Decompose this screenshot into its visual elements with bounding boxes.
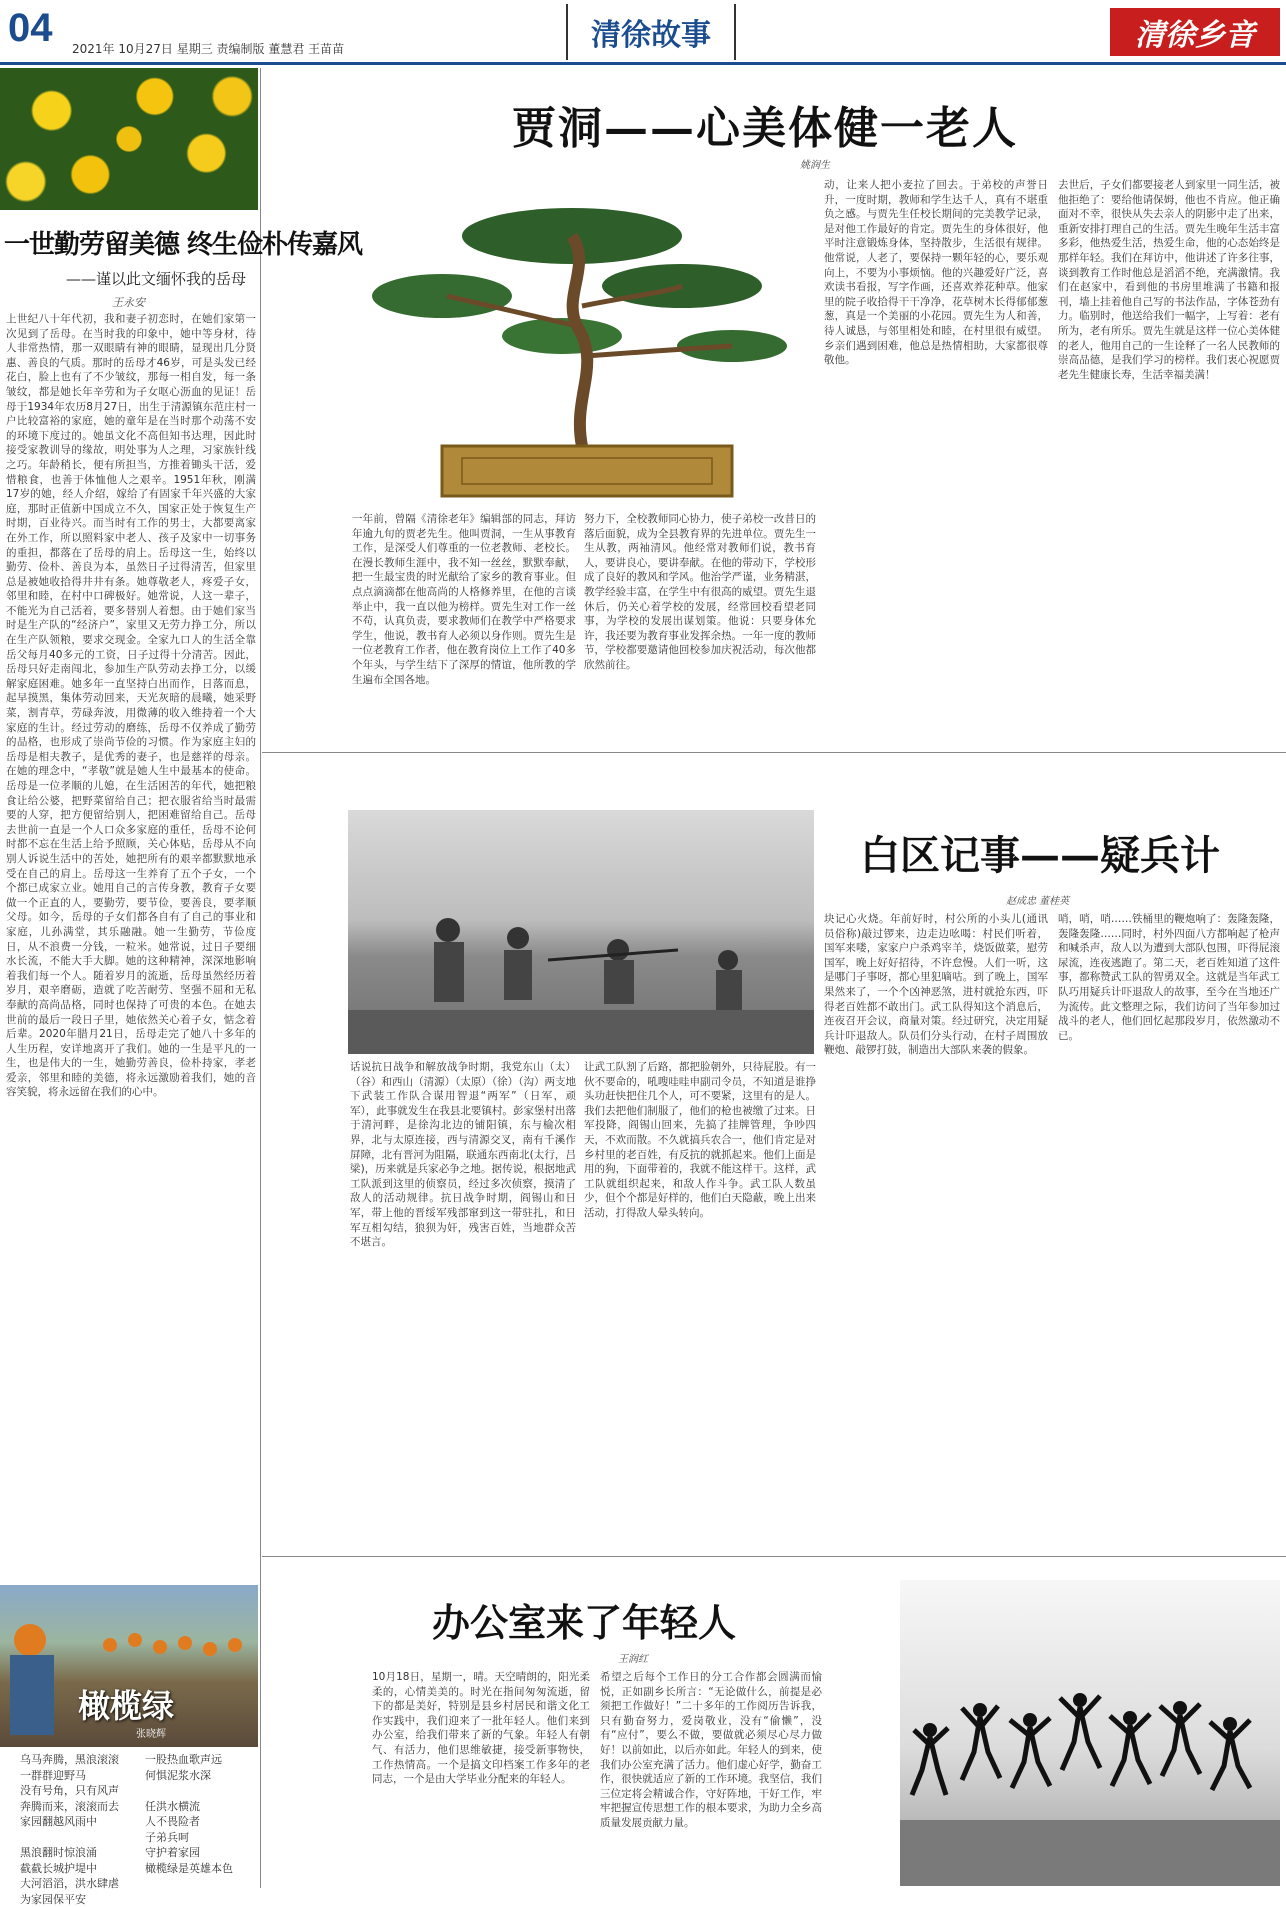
jia-article-author: 姚润生: [800, 160, 830, 171]
jia-article-body-3: 动，让来人把小麦拉了回去。于弟校的声誉日升，一度时期，教师和学生达千人，真有不堪重负之感。与贾先生任校长期间的完美教学记录，是对他工作最好的肯定。贾先生的身体很好，他平时注意锻炼身体，坚持散步，生活很有规律。他常说，人老了，要保持一颗年轻的心，要乐观向上，不要为小事烦恼。他的兴趣爱好广泛，喜欢读书看报，写字作画，还喜欢养花种草。他家里的院子收拾得干干净净，花草树木长得郁郁葱葱，真是一个美丽的小花园。贾先生为人和善，待人诚恳，与邻里相处和睦，在村里很有威望。乡亲们遇到困难，他总是热情相助，大家都很尊敬他。: [824, 179, 1048, 367]
office-article-body-2: 希望之后每个工作日的分工合作都会圆满而愉悦，正如副乡长所言：“无论做什么，前提是必须把工作做好！”二十多年的工作阅历告诉我，只有勤奋努力，爱岗敬业，没有“偷懒”，没有“应付”，要么不做，要做就必须尽心尽力做好！以前如此，以后亦如此。年轻人的到来，使我们办公室充满了活力。他们虚心好学，勤奋工作，很快就适应了新的工作环境。我坚信，我们三位定将会精诚合作，守好阵地，干好工作，牢牢把握宣传思想工作的根本要求，为助力全乡高质量发展贡献力量。: [600, 1671, 822, 1829]
section-rule: [262, 752, 1286, 753]
newspaper-logo: 清徐乡音: [1110, 8, 1280, 56]
section-title: 清徐故事: [566, 4, 736, 60]
poem-column-2: 一股热血歌声远 何惧泥浆水深 任洪水横流 人不畏险者 子弟兵呵 守护着家园 橄榄绿是英雄本色: [145, 1753, 233, 1875]
bonsai-photo: [352, 176, 822, 506]
jia-article-body-2: 努力下，全校教师同心协力，使子弟校一改昔日的落后面貌，成为全县教育界的先进单位。贾先生一生从教，两袖清风。他经常对教师们说，教书育人，要讲良心，要讲奉献。在他的带动下，学校形成了良好的教风和学风。他治学严谨，业务精湛，教学经验丰富，在学生中有很高的威望。贾先生退休后，仍关心着学校的发展，经常回校看望老同事，为学校的发展出谋划策。他说：只要身体允许，我还要为教育事业发挥余热。一年一度的教师节，学校都要邀请他回校参加庆祝活动，每次他都欣然前往。: [584, 513, 816, 671]
jia-article-body-4: 去世后，子女们都要接老人到家里一同生活，被他拒绝了：要给他请保姆，他也不肯应。他正确面对不幸，很快从失去亲人的阴影中走了出来，重新安排打理自己的生活。贾先生晚年生活丰富多彩，他热爱生活，热爱生命，他的心态始终是那样年轻。我们在拜访中，他讲述了许多往事，谈到教育工作时他总是滔滔不绝，充满激情。我们在赵家中，看到他的书房里堆满了书籍和报刊，墙上挂着他自己写的书法作品，字体苍劲有力。临别时，他送给我们一幅字，上写着：老有所为，老有所乐。贾先生就是这样一位心美体健的老人，他用自己的一生诠释了一名人民教师的崇高品德，是我们学习的榜样。我们衷心祝愿贾老先生健康长寿，生活幸福美满！: [1058, 179, 1280, 381]
soldiers-photo: [348, 810, 814, 1054]
poem-title: 橄榄绿: [78, 1687, 175, 1725]
poem-column-1: 乌马奔腾，黑浪滚滚 一群群迎野马 没有号角，只有风声 奔腾而来，滚滚而去 家园翻越风雨中 黑浪翻时惊浪涌 截截长城护堤中 大河滔滔，洪水肆虐 为家园保平安: [20, 1753, 119, 1906]
office-article-title: 办公室来了年轻人: [432, 1600, 737, 1645]
left-article-title: 一世勤劳留美德 终生俭朴传嘉风: [4, 230, 363, 260]
left-article-body: 上世纪八十年代初，我和妻子初恋时，在她们家第一次见到了岳母。在当时我的印象中，她中等身材，待人非常热情，那一双眼睛有神的眼睛，显现出几分贤惠、善良的气质。那时的岳母才46岁，可是头发已经花白，脸上也有了不少皱纹，那每一相自发，每一条皱纹，都是她长年辛劳和为子女呕心沥血的见证！岳母于1934年农历8月27日，出生于清源镇东范庄村一户比较富裕的家庭，她的童年是在当时那个动荡不安的环境下度过的。她虽文化不高但知书达理，因此时接受家教训导的缘故，明处事为人之理，习家族针线之巧。年龄稍长，便有所担当，方推着锄头干活，爱惜粮食，也善于体恤他人之艰辛。1951年秋，刚满17岁的她，经人介绍，嫁给了有固家千年兴盛的大家庭，那时正值新中国成立不久，国家正处于恢复生产时期，百业待兴。而当时有工作的男士，大都要离家在外工作，所以照料家中老人、孩子及家中一切事务的重担，都落在了岳母的肩上。岳母这一生，始终以勤劳、俭朴、善良为本，虽然日子过得清苦，但家里总是被她收拾得井井有条。她尊敬老人，疼爱子女，邻里和睦，在村中口碑极好。她常说，人这一辈子，不能光为自己活着，要多替别人着想。由于她们家当时是生产队的“经济户”，家里又无劳力挣工分，所以在生产队领粮，要求交现金。全家九口人的生活全靠岳父每月40多元的工资，日子过得十分清苦。因此，岳母只好走南闯北，参加生产队劳动去挣工分，以缓解家庭困难。她多年一直坚持白出而作，日落而息，起早摸黑，集体劳动回来，天光灰暗的晨曦，她采野菜，割青草，劳碌奔波，用微薄的收入维持着一个大家庭的生计。经过劳动的磨练，岳母不仅养成了勤劳的品格，也形成了崇尚节俭的习惯。作为家庭主妇的岳母是相夫教子，是优秀的妻子，也是慈祥的母亲。在她的理念中，“孝敬”就是她人生中最基本的使命。岳母是一位孝顺的儿媳，在生活困苦的年代，她把粮食让给公婆，把野菜留给自己；把衣服省给当时最需要的人穿，把方便留给别人，把困难留给自己。岳母去世前一直是一个人口众多家庭的重任，岳母不论何时都不忘在生活上给予照顾，关心体贴，岳母从不向别人诉说生活中的苦处，她把所有的艰辛都默默地承受在自己的肩上。岳母这一生养育了五个子女，一个个都已成家立业。她用自己的言传身教，教育子女要做一个正直的人，要勤劳，要节俭，要善良，要孝顺父母。如今，岳母的子女们都各自有了自己的事业和家庭，儿孙满堂，其乐融融。她一生勤劳，节俭度日，从不浪费一分钱，一粒米。她常说，过日子要细水长流，不能大手大脚。她的这种精神，深深地影响着我们每一个人。随着岁月的流逝，岳母虽然经历着岁月，艰辛磨砺，造就了吃苦耐劳、坚强不屈和无私奉献的高尚品格，同时也保持了可贵的本色。在她去世前的最后一段日子里，她依然关心着子女，惦念着后辈。2020年腊月21日，岳母走完了她八十多年的人生历程，安详地离开了我们。她的一生是平凡的一生，也是伟大的一生，她勤劳善良，俭朴持家，孝老爱亲，邻里和睦的美德，将永远激励着我们，她的音容笑貌，将永远留在我们的心中。: [6, 313, 256, 1099]
silhouette-photo: [900, 1580, 1280, 1886]
section-rule-2: [262, 1556, 1286, 1557]
page-number: 04: [8, 6, 53, 50]
office-article-body-1: 10月18日，星期一，晴。天空晴朗的，阳光柔柔的，心情美美的。时光在指间匆匆流逝，留下的都是美好，特别是县乡村居民和谐文化工作实践中，我们迎来了一批年轻人。他们来到办公室，给我们带来了新的气象。年轻人有朝气、有活力，他们思维敏捷，接受新事物快，工作热情高。一个是搞文印档案工作多年的老同志，一个是由大学毕业分配来的年轻人。: [372, 1671, 590, 1786]
workers-photo: [0, 1585, 258, 1747]
issue-info: 2021年 10月27日 星期三 责编制版 董慧君 王苗苗: [72, 42, 345, 56]
flower-photo: [0, 68, 258, 210]
bai-article-body-2: 让武工队割了后路，都把脸朝外，只待屁股。有一伙不要命的，吼嗖哇哇申副司令员，不知道是谁挣头功赶快把住几个人，可不要紧，这里有的是人。我们去把他们制服了，他们的枪也被缴了过来。日军投降，阎锡山回来，先搞了挂牌管理，争吵四天，不欢而散。不久就搞兵农合一，他们肯定是对乡村里的老百姓，有反抗的就抓起来。他们上面是用的狗，下面带着的，我就不能这样干。这样，武工队就组织起来，和敌人作斗争。武工队人数虽少，但个个都是好样的，他们白天隐蔽，晚上出来活动，打得敌人晕头转向。: [584, 1061, 816, 1219]
office-article-author: 王润红: [618, 1654, 648, 1665]
bai-article-body-4: 哨，哨，哨……铁桶里的鞭炮响了：轰隆轰隆，轰隆轰隆……同时，村外四面八方都响起了枪声和喊杀声，敌人以为遭到大部队包围，吓得屁滚尿流，连夜逃跑了。第二天，老百姓知道了这件事，都称赞武工队的智勇双全。这就是当年武工队巧用疑兵计吓退敌人的故事，至今在当地还广为流传。此文整理之际，我们访问了当年参加过战斗的老人，他们回忆起那段岁月，依然激动不已。: [1058, 913, 1280, 1042]
bai-article-body-3: 块记心火烧。年前好时，村公所的小头儿(通讯员俗称)敲过锣来，边走边吆喝：村民们听着，国军来喽，家家户户杀鸡宰羊，烧饭做菜，慰劳国军，晚上好好招待，不许怠慢。人们一听，这是哪门子事呀，都心里犯嘀咕。到了晚上，国军果然来了，一个个凶神恶煞，进村就抢东西，吓得老百姓都不敢出门。武工队得知这个消息后，连夜召开会议，商量对策。经过研究，决定用疑兵计吓退敌人。队员们分头行动，在村子周围放鞭炮、敲锣打鼓，制造出大部队来袭的假象。: [824, 913, 1048, 1057]
bai-article-body-1: 话说抗日战争和解放战争时期，我党东山（太）（谷）和西山（清源）（太原）（徐）（沟）两支地下武装工作队合谋用智退“两军”（日军，顽军），此事就发生在我县北要镇村。彭家堡村出落于清河畔，是徐沟北边的铺阳镇，东与榆次相界，北与太原连接，西与清源交叉，南有千溪作屏障，北有晋河为阻隔，联通东西南北(太行，吕梁)，历来就是兵家必争之地。据传说，根据地武工队派到这里的侦察员，经过多次侦察，摸清了敌人的活动规律。抗日战争时期，阎锡山和日军，带上他的晋绥军残部窜到这一带驻扎，和日军互相勾结，狼狈为奸，残害百姓，当地群众苦不堪言。: [350, 1061, 576, 1249]
poem-author: 张晓辉: [136, 1729, 166, 1740]
left-article-author: 王永安: [112, 296, 145, 309]
jia-article-body-1: 一年前，曾隔《清徐老年》编辑部的同志，拜访年逾九旬的贾老先生。他叫贾洞，一生从事教育工作，是深受人们尊重的一位老教师、老校长。在漫长教师生涯中，我不知一丝丝，默默奉献，把一生最宝贵的时光献给了家乡的教育事业。但点点滴滴都在他高尚的人格修养里，在他的言谈举止中，我一直以他为榜样。贾先生对工作一丝不苟，认真负责，要求教师们在教学中严格要求学生，他说，教书育人必须以身作则。贾先生是一位老教育工作者，他在教育岗位上工作了40多个年头，与学生结下了深厚的情谊，他所教的学生遍布全国各地。: [352, 513, 576, 686]
bai-article-author: 赵成忠 董桂英: [1006, 896, 1070, 907]
bai-article-title: 白区记事——疑兵计: [860, 832, 1220, 879]
header-rule: [0, 62, 1286, 65]
left-article-subtitle: ——谨以此文缅怀我的岳母: [66, 270, 247, 288]
column-divider: [260, 68, 261, 1888]
jia-article-title: 贾洞——心美体健一老人: [512, 103, 1018, 154]
